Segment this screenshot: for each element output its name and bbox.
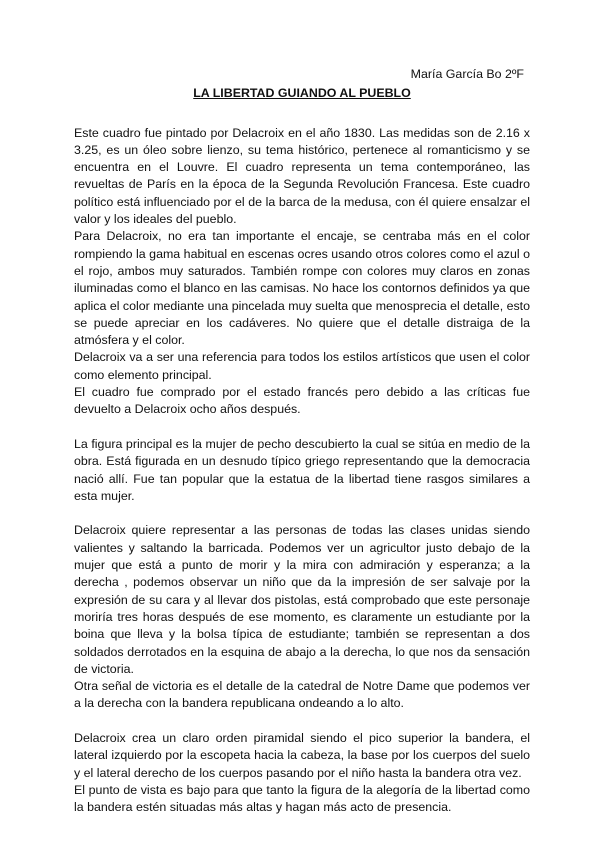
paragraph-purchase: El cuadro fue comprado por el estado francés pero debido a las críticas fue devuelto a Delacroix ocho años después.	[74, 385, 530, 417]
paragraph-color: Para Delacroix, no era tan importante el encaje, se centraba más en el color rompiendo la gama habitual en escenas ocres usando otros colores como el azul o el rojo, ambos muy saturados. También rompe con colores muy claros en zonas iluminadas como el blanco en las camisas. No hace los contornos definidos ya que aplica el color mediante una pincelada muy suelta que menosprecia el detalle, esto se puede apreciar en los cadáveres. No quiere que el detalle distraiga de la atmósfera y el color.	[74, 229, 530, 348]
document-title: LA LIBERTAD GUIANDO AL PUEBLO	[193, 86, 411, 101]
paragraph-reference: Delacroix va a ser una referencia para todos los estilos artísticos que usen el color como elemento principal.	[74, 350, 530, 382]
paragraph-intro: Este cuadro fue pintado por Delacroix en el año 1830. Las medidas son de 2.16 x 3.25, es un óleo sobre lienzo, su tema histórico, pertenece al romanticismo y se encuentra en el Louvre. El cuadro representa un tema contemporáneo, las revueltas de París en la época de la Segunda Revolución Francesa. Este cuadro político está influenciado por el de la barca de la medusa, con él quiere ensalzar el valor y los ideales del pueblo.	[74, 125, 530, 227]
paragraph-composition: Delacroix crea un claro orden piramidal siendo el pico superior la bandera, el lateral izquierdo por la escopeta hacia la cabeza, la base por los cuerpos del suelo y el lateral derecho de los cuerpos pasando por el niño hasta la bandera otra vez.	[74, 730, 530, 780]
paragraph-notre-dame: Otra señal de victoria es el detalle de la catedral de Notre Dame que podemos ver a la derecha con la bandera republicana ondeando a lo alto.	[74, 679, 530, 711]
paragraph-main-figure: La figura principal es la mujer de pecho descubierto la cual se sitúa en medio de la obra. Está figurada en un desnudo típico griego representando que la democracia nació allí. Fue tan popular que la estatua de la libertad tiene rasgos similares a esta mujer.	[74, 436, 530, 503]
paragraph-classes: Delacroix quiere representar a las personas de todas las clases unidas siendo valientes y saltando la barricada. Podemos ver un agricultor justo debajo de la mujer que está a punto de morir y la mira con admiración y esperanza; a la derecha , podemos observar un niño que da la impresión de ser salvaje por la expresión de su cara y al llevar dos pistolas, está comprobado que este personaje moriría tres horas después de ese momento, es claramente un estudiante por la boina que lleva y la bolsa típica de estudiante; también se representan a dos soldados derrotados en la esquina de abajo a la derecha, lo que nos da sensación de victoria.	[74, 523, 530, 676]
author-line: María García Bo 2ºF	[410, 67, 524, 81]
paragraph-viewpoint: El punto de vista es bajo para que tanto la figura de la alegoría de la libertad como la bandera estén situadas más altas y hagan más acto de presencia.	[74, 782, 530, 815]
